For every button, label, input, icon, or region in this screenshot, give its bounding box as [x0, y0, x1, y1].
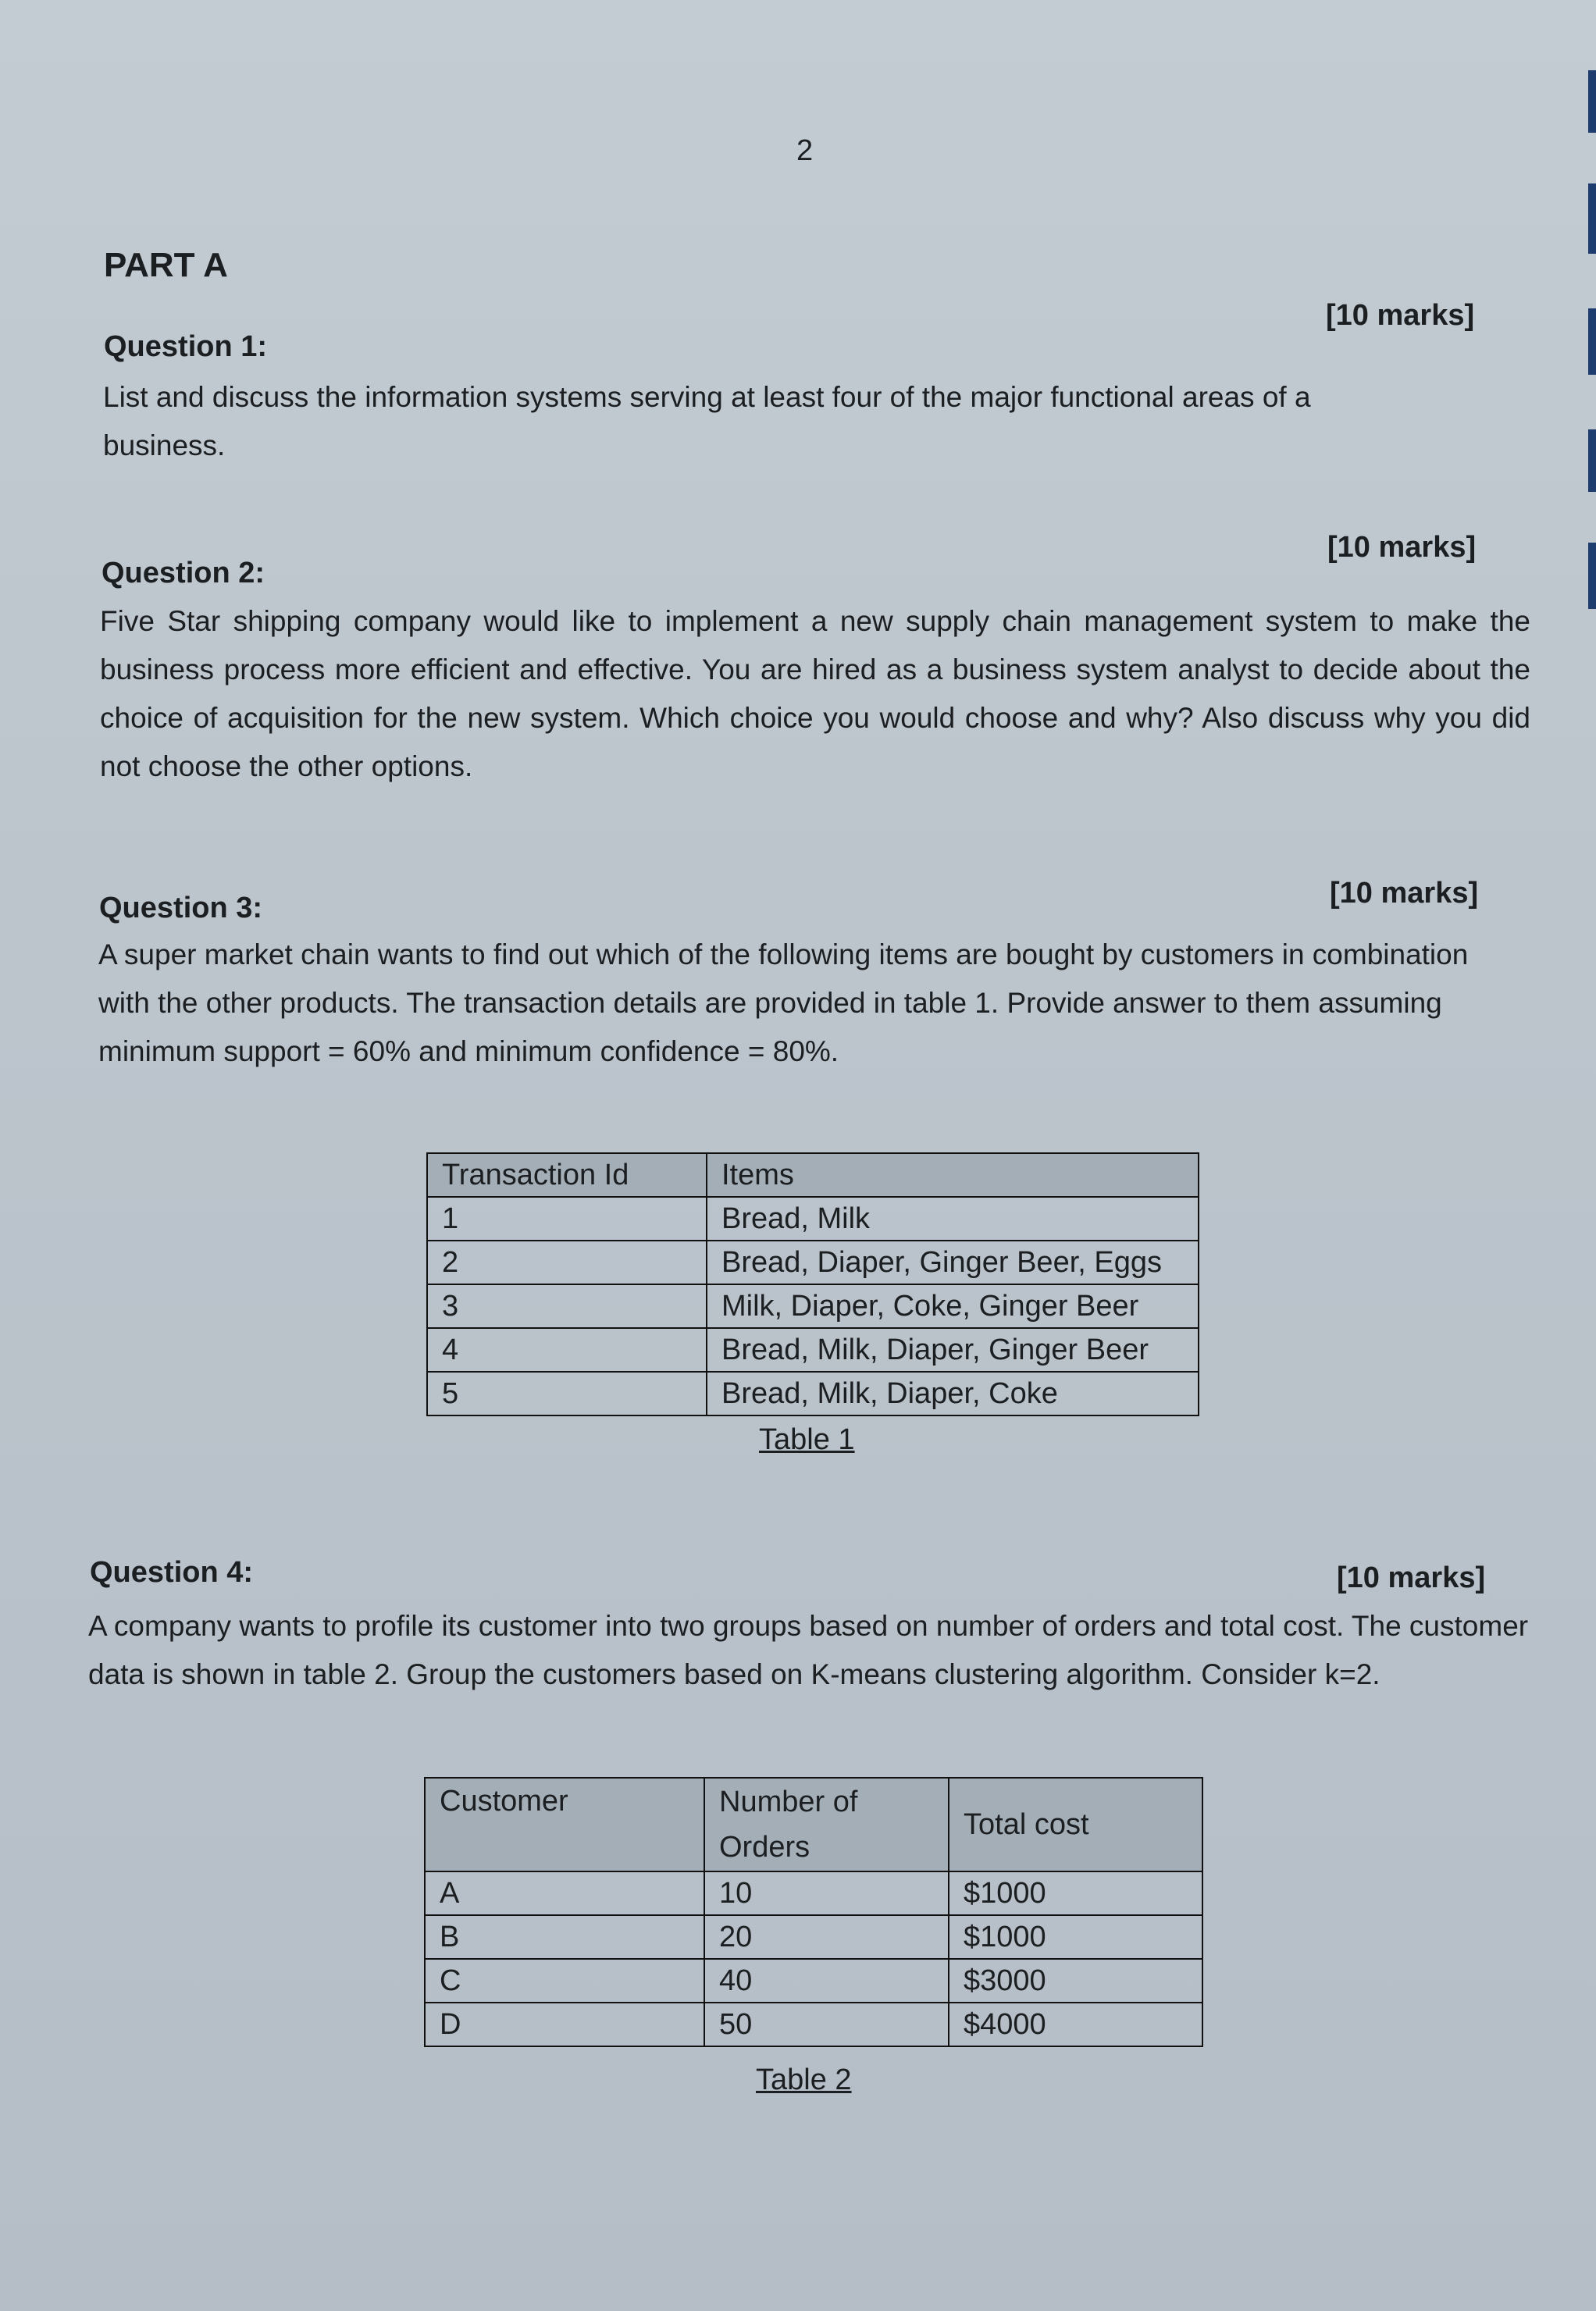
table-row — [425, 1871, 1202, 1915]
question-1-text: List and discuss the information systems serving at least four of the major functional areas of a business. — [103, 381, 1311, 461]
table-row — [425, 2003, 1202, 2046]
table-1 — [426, 1152, 1199, 1416]
table-cell: B — [425, 1915, 704, 1959]
binder-edge-mark — [1588, 183, 1596, 254]
question-3-title: Question 3: — [99, 892, 263, 924]
table-cell: $3000 — [949, 1959, 1202, 2003]
question-1-title: Question 1: — [104, 330, 268, 363]
table-cell: $4000 — [949, 2003, 1202, 2046]
table-row — [425, 1915, 1202, 1959]
table-2-header-number-of-orders: Number of Orders — [704, 1778, 949, 1871]
table-cell: 5 — [427, 1372, 707, 1415]
table-row — [427, 1328, 1199, 1372]
table-header-row — [427, 1153, 1199, 1197]
question-1-marks: [10 marks] — [1326, 299, 1475, 332]
question-4-text: A company wants to profile its customer into two groups based on number of orders and total cost. The customer data is shown in table 2. Group the customers based on K-means clustering algorithm. Consider k=2. — [88, 1610, 1529, 1690]
table-cell: 2 — [427, 1241, 707, 1284]
table-row — [427, 1284, 1199, 1328]
table-2-header-customer: Customer — [425, 1778, 704, 1871]
table-row — [425, 1959, 1202, 2003]
question-3-marks: [10 marks] — [1330, 877, 1479, 910]
table-cell: 50 — [704, 2003, 949, 2046]
table-2 — [424, 1777, 1203, 2047]
table-cell: 3 — [427, 1284, 707, 1328]
question-2-title: Question 2: — [102, 557, 265, 589]
table-cell: Bread, Diaper, Ginger Beer, Eggs — [707, 1241, 1199, 1284]
table-1-header-items: Items — [707, 1153, 1199, 1197]
table-cell: 20 — [704, 1915, 949, 1959]
question-4-title: Question 4: — [90, 1556, 254, 1589]
table-cell: 10 — [704, 1871, 949, 1915]
table-cell: 1 — [427, 1197, 707, 1241]
binder-edge-mark — [1588, 429, 1596, 492]
table-cell: D — [425, 2003, 704, 2046]
table-cell: 40 — [704, 1959, 949, 2003]
table-1-caption: Table 1 — [759, 1423, 855, 1456]
table-row — [427, 1197, 1199, 1241]
table-row — [427, 1372, 1199, 1415]
table-header-row — [425, 1778, 1202, 1871]
table-cell: Bread, Milk, Diaper, Ginger Beer — [707, 1328, 1199, 1372]
question-3-text: A super market chain wants to find out which of the following items are bought by customers in combination with the other products. The transaction details are provided in table 1. Provide answer to them assuming minimum support = 60% and minimum confidence = 80%. — [98, 938, 1469, 1067]
question-4-marks: [10 marks] — [1337, 1561, 1486, 1594]
question-2-text: Five Star shipping company would like to implement a new supply chain management system to make the business process more efficient and effective. You are hired as a business system analyst to decide about the choice of acquisition for the new system. Which choice you would choose and why? Also discuss why you did not choose the other options. — [100, 605, 1530, 782]
binder-edge-mark — [1588, 70, 1596, 133]
table-cell: Milk, Diaper, Coke, Ginger Beer — [707, 1284, 1199, 1328]
table-row — [427, 1241, 1199, 1284]
page-number: 2 — [796, 134, 814, 167]
question-2-marks: [10 marks] — [1327, 531, 1477, 564]
table-cell: 4 — [427, 1328, 707, 1372]
table-cell: Bread, Milk — [707, 1197, 1199, 1241]
table-cell: A — [425, 1871, 704, 1915]
table-1-header-transaction-id: Transaction Id — [427, 1153, 707, 1197]
table-cell: $1000 — [949, 1915, 1202, 1959]
table-2-caption: Table 2 — [756, 2064, 852, 2096]
table-2-header-total-cost: Total cost — [949, 1778, 1202, 1871]
binder-edge-mark — [1588, 308, 1596, 375]
part-title: PART A — [104, 246, 228, 284]
table-cell: C — [425, 1959, 704, 2003]
table-cell: $1000 — [949, 1871, 1202, 1915]
binder-edge-mark — [1588, 543, 1596, 609]
table-cell: Bread, Milk, Diaper, Coke — [707, 1372, 1199, 1415]
